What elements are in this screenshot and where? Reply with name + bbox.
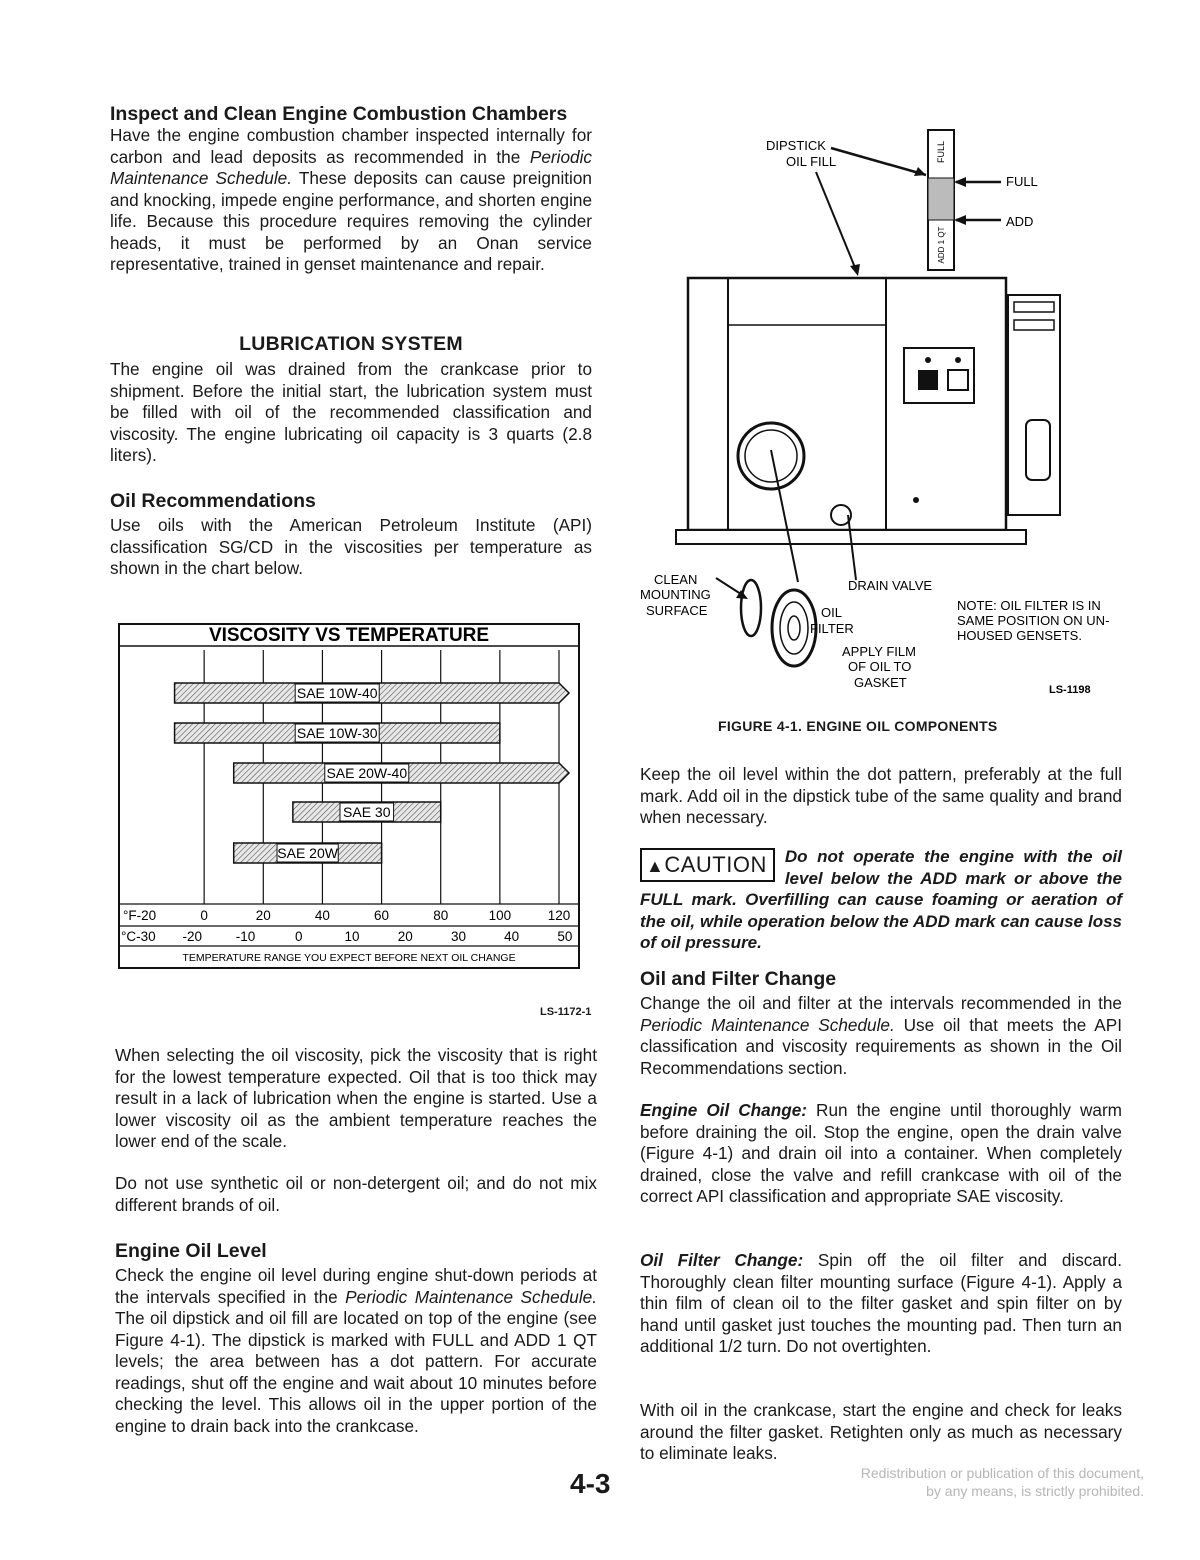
- f-tick-label: 80: [433, 908, 449, 923]
- c-tick-label: -20: [182, 929, 203, 944]
- note-line-3: HOUSED GENSETS.: [957, 628, 1082, 643]
- note-line-1: NOTE: OIL FILTER IS IN: [957, 598, 1101, 613]
- caution-label: ▲CAUTION: [640, 848, 775, 882]
- chart-bars: [175, 683, 569, 863]
- note-line-2: SAME POSITION ON UN-: [957, 613, 1110, 628]
- oil-filter-illustration: [741, 580, 816, 666]
- oil-fill-label: OIL FILL: [786, 154, 837, 169]
- f-tick-label: 0: [200, 908, 208, 923]
- chart-xlabel: TEMPERATURE RANGE YOU EXPECT BEFORE NEXT OIL CHANGE: [182, 952, 516, 964]
- figure-caption: FIGURE 4-1. ENGINE OIL COMPONENTS: [718, 718, 998, 734]
- c-tick-label: 20: [397, 929, 413, 944]
- oil-recommendations-text: Use oils with the American Petroleum Institute (API) classification SG/CD in the viscosities per temperature as shown in the chart below.: [110, 515, 592, 578]
- oil-label: OIL: [821, 605, 842, 620]
- selecting-text-block: [115, 1045, 597, 1153]
- genset-housing: [676, 278, 1060, 544]
- chart-title: VISCOSITY VS TEMPERATURE: [208, 625, 490, 646]
- page-number: 4-3: [570, 1468, 611, 1499]
- engine-oil-change-text: Engine Oil Change: Run the engine until thoroughly warm before draining the oil. Stop the engine, open the drain valve (Figure 4-1) and drain oil into a container. When completely drained, close the valve and refill crankcase with oil of the correct API classification and appropriate SAE viscosity.: [640, 1100, 1122, 1206]
- surface-label: SURFACE: [646, 603, 708, 618]
- viscosity-chart: [115, 620, 585, 972]
- bar-label: SAE 30: [343, 804, 391, 820]
- f-tick-label: 40: [314, 908, 330, 923]
- oil-level-text: Check the engine oil level during engine shut-down periods at the intervals specified in the Periodic Maintenance Schedule. The oil dipstick and oil fill are located on top of the engine (see Figure 4-1). The dipstick is marked with FULL and ADD 1 QT levels; the area between has a dot pattern. For accurate readings, shut off the engine and wait about 10 minutes before checking the level. This allows oil in the upper portion of the engine to drain back into the crankcase.: [115, 1265, 597, 1436]
- engine-oil-figure: [636, 120, 1126, 710]
- apply-film-label-1: APPLY FILM: [842, 644, 916, 659]
- drain-valve-label: DRAIN VALVE: [848, 578, 933, 593]
- combustion-heading: Inspect and Clean Engine Combustion Chambers: [110, 103, 568, 125]
- f-tick-label: 60: [374, 908, 390, 923]
- svg-text:FULL: FULL: [936, 140, 946, 164]
- final-check-text: With oil in the crankcase, start the engine and check for leaks around the filter gasket. Retighten only as much as necessary to eliminate leaks.: [640, 1400, 1122, 1463]
- bar-label: SAE 20W: [277, 845, 338, 861]
- lubrication-heading: LUBRICATION SYSTEM: [239, 333, 463, 355]
- lubrication-section: [110, 333, 592, 467]
- f-tick-label: 120: [547, 908, 571, 923]
- c-tick-label: 50: [557, 929, 573, 944]
- redistribution-line-1: Redistribution or publication of this document,: [860, 1465, 1144, 1481]
- chart-ref: LS-1172-1: [540, 1006, 592, 1018]
- caution-block: [640, 846, 1122, 954]
- engine-oil-change-block: [640, 1100, 1122, 1208]
- figure-ls-number: LS-1198: [1049, 684, 1091, 696]
- oil-recommendations-heading: Oil Recommendations: [110, 490, 316, 512]
- oil-filter-change-heading: Oil and Filter Change: [640, 968, 837, 990]
- dipstick-illustration: [928, 130, 954, 270]
- f-tick-label: 100: [488, 908, 512, 923]
- bar-label: SAE 10W-30: [296, 725, 378, 741]
- full-label: FULL: [1006, 174, 1038, 189]
- combustion-text: Have the engine combustion chamber inspected internally for carbon and lead deposits as recommended in the Periodic Maintenance Schedule. These deposits can cause preignition and knocking, impede engine performance, and shorten engine life. Because this procedure requires removing the cylinder heads, it must be performed by an Onan service representative, trained in genset maintenance and repair.: [110, 125, 592, 274]
- warning-triangle-icon: ▲: [646, 856, 665, 876]
- caution-text: ▲CAUTION Do not operate the engine with the oil level below the ADD mark or above the FULL mark. Overfilling can cause foaming or aeration of the oil, while operation below the ADD mark can cause loss of oil pressure.: [640, 847, 1122, 952]
- oil-filter-change-block: [640, 1250, 1122, 1358]
- keep-level-block: [640, 764, 1122, 829]
- selecting-text: When selecting the oil viscosity, pick the viscosity that is right for the lowest temperature expected. Oil that is too thick may result in a lack of lubrication when the engine is started. Use a lower viscosity oil as the ambient temperature reaches the lower end of the scale.: [115, 1045, 597, 1151]
- mounting-label: MOUNTING: [640, 587, 711, 602]
- c-tick-label: 10: [344, 929, 360, 944]
- c-tick-label: °C-30: [121, 929, 156, 944]
- keep-level-text: Keep the oil level within the dot pattern, preferably at the full mark. Add oil in the dipstick tube of the same quality and brand when necessary.: [640, 764, 1122, 827]
- add-label: ADD: [1006, 214, 1034, 229]
- oil-filter-change-section: [640, 968, 1122, 1079]
- apply-film-label-2: OF OIL TO: [848, 659, 912, 674]
- bar-label: SAE 20W-40: [326, 765, 408, 781]
- lubrication-text: The engine oil was drained from the crankcase prior to shipment. Before the initial start, the lubrication system must be filled with oil of the recommended classification and viscosity. The engine lubricating oil capacity is 3 quarts (2.8 liters).: [110, 359, 592, 465]
- oil-fill-arrow: [816, 172, 856, 270]
- clean-label: CLEAN: [654, 572, 698, 587]
- c-tick-label: 0: [295, 929, 303, 944]
- redistribution-notice: [861, 1464, 1144, 1500]
- filter-label: FILTER: [810, 621, 854, 636]
- combustion-section: [110, 103, 592, 276]
- synthetic-text: Do not use synthetic oil or non-detergent oil; and do not mix different brands of oil.: [115, 1173, 597, 1215]
- redistribution-line-2: by any means, is strictly prohibited.: [926, 1483, 1144, 1499]
- bar-label: SAE 10W-40: [296, 685, 378, 701]
- oil-level-section: [115, 1240, 597, 1437]
- f-tick-label: 20: [255, 908, 271, 923]
- c-tick-label: -10: [235, 929, 256, 944]
- oil-level-heading: Engine Oil Level: [115, 1240, 267, 1262]
- final-check-block: [640, 1400, 1122, 1465]
- c-tick-label: 40: [504, 929, 520, 944]
- dipstick-label: DIPSTICK: [766, 138, 826, 153]
- dipstick-arrow: [831, 148, 926, 175]
- f-tick-label: °F-20: [123, 908, 157, 923]
- oil-recommendations-section: [110, 490, 592, 580]
- oil-filter-change-steps: Oil Filter Change: Spin off the oil filter and discard. Thoroughly clean filter mounting surface (Figure 4-1). Apply a thin film of clean oil to the filter gasket and spin filter on by hand until gasket just touches the mounting pad. Then turn an additional 1/2 turn. Do not overtighten.: [640, 1250, 1122, 1356]
- synthetic-text-block: [115, 1173, 597, 1216]
- c-tick-label: 30: [450, 929, 466, 944]
- svg-text:ADD 1 QT: ADD 1 QT: [937, 226, 946, 264]
- apply-film-label-3: GASKET: [854, 675, 907, 690]
- oil-filter-change-text: Change the oil and filter at the intervals recommended in the Periodic Maintenance Schedule. Use oil that meets the API classification and viscosity requirements as shown in the Oil Recommendations section.: [640, 993, 1122, 1078]
